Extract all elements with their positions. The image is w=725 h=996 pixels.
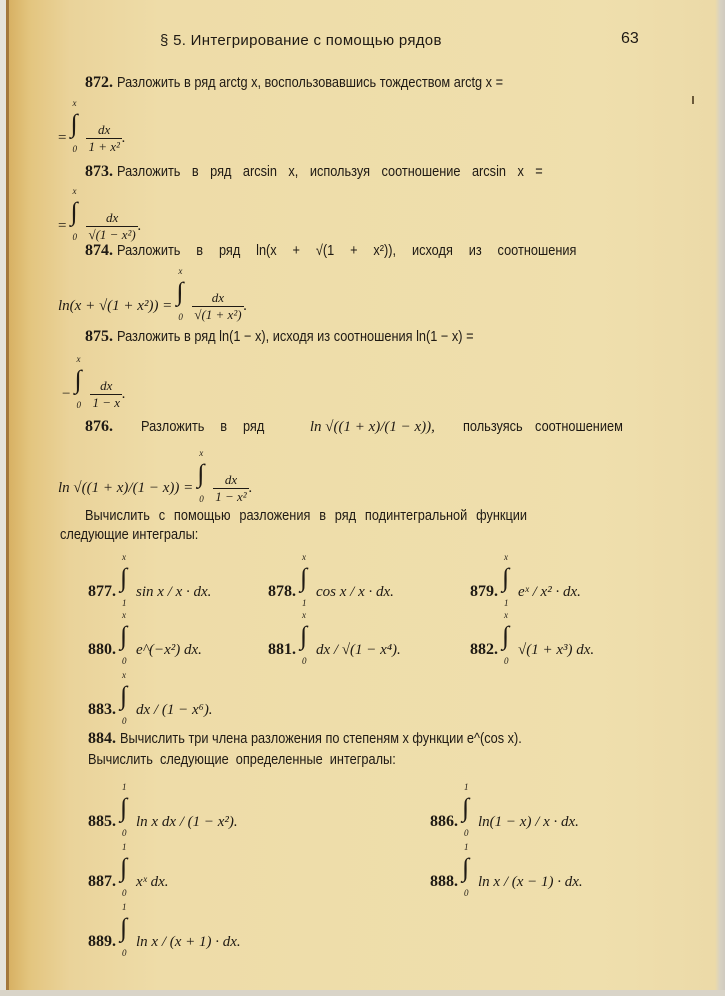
integral-878: 878. x ∫ 1 cos x / x · dx.	[268, 552, 394, 608]
integral-sign: x ∫ 0	[300, 610, 308, 666]
problem-876-formula: ln √((1 + x)/(1 − x)) = x ∫ 0 $\frac{dx}{\text{1 − x²}}$ .	[58, 448, 253, 504]
integral-sign: x ∫ 1	[502, 552, 510, 608]
fraction: $\frac{dx}{\text{1 − x²}}$	[215, 471, 247, 504]
integral-sign: x ∫ 0	[74, 354, 82, 410]
integral-sign: 1 ∫ 0	[120, 782, 128, 838]
integral-sign: x ∫ 0	[176, 266, 184, 322]
fraction: $\frac{dx}{1 - x}$	[92, 377, 121, 410]
integral-sign: x ∫ 0	[70, 98, 78, 154]
problem-872: 872. Разложить в ряд arctg x, воспользовавшись тождеством arctg x =	[85, 74, 504, 91]
problem-874-text: Разложить в ряд ln(x + √(1 + x²)), исходя из соотношения	[117, 243, 577, 259]
section-intro-2: Вычислить следующие определенные интегралы:	[88, 752, 396, 768]
integral-sign: x ∫ 0	[120, 610, 128, 666]
problem-875-text: Разложить в ряд ln(1 − x), исходя из соотношения ln(1 − x) =	[117, 329, 474, 345]
integral-sign: 1 ∫ 0	[462, 782, 470, 838]
integral-881: 881. x ∫ 0 dx / √(1 − x⁴).	[268, 610, 401, 666]
problem-872-formula: = x ∫ 0 $\frac{dx}{\text{1 + x²}}$ .	[58, 98, 126, 154]
integral-sign: x ∫ 0	[502, 610, 510, 666]
page-number: 63	[621, 30, 639, 47]
problem-874-formula: ln(x + √(1 + x²)) = x ∫ 0 $\frac{dx}{\text{√(1 + x²)}}$ .	[58, 266, 248, 322]
integral-sign: x ∫ 1	[300, 552, 308, 608]
section-intro-line-2: следующие интегралы:	[60, 527, 199, 543]
integral-sign: x ∫ 1	[120, 552, 128, 608]
fraction: $\frac{dx}{\text{1 + x²}}$	[88, 121, 120, 154]
integral-880: 880. x ∫ 0 e^(−x²) dx.	[88, 610, 202, 666]
integral-sign: 1 ∫ 0	[120, 902, 128, 958]
problem-875-formula: − x ∫ 0 $\frac{dx}{1 - x}$ .	[62, 354, 126, 410]
integral-877: 877. x ∫ 1 sin x / x · dx.	[88, 552, 212, 608]
problem-873-text: Разложить в ряд arcsin x, используя соотношение arcsin x =	[117, 164, 543, 180]
integral-883: 883. x ∫ 0 dx / (1 − x⁶).	[88, 670, 213, 726]
integral-889: 889. 1 ∫ 0 ln x / (x + 1) · dx.	[88, 902, 241, 958]
section-intro-line-1: Вычислить с помощью разложения в ряд подинтегральной функции	[85, 508, 528, 524]
problem-876-function: ln √((1 + x)/(1 − x)),	[309, 418, 435, 435]
integral-886: 886. 1 ∫ 0 ln(1 − x) / x · dx.	[430, 782, 579, 838]
fraction: $\frac{dx}{\text{√(1 + x²)}}$	[194, 289, 242, 322]
problem-876: 876. Разложить в ряд ln √((1 + x)/(1 − x)), пользуясь соотношением	[85, 418, 624, 435]
integral-sign: x ∫ 0	[120, 670, 128, 726]
integral-882: 882. x ∫ 0 √(1 + x³) dx.	[470, 610, 595, 666]
integral-sign: 1 ∫ 0	[120, 842, 128, 898]
integral-sign: 1 ∫ 0	[462, 842, 470, 898]
problem-873: 873. Разложить в ряд arcsin x, используя соотношение arcsin x =	[85, 163, 543, 180]
integral-888: 888. 1 ∫ 0 ln x / (x − 1) · dx.	[430, 842, 583, 898]
integral-887: 887. 1 ∫ 0 xˣ dx.	[88, 842, 169, 898]
problem-873-formula: = x ∫ 0 $\frac{dx}{\text{√(1 − x²)}}$ .	[58, 186, 142, 242]
fraction: $\frac{dx}{\text{√(1 − x²)}}$	[88, 209, 136, 242]
integral-885: 885. 1 ∫ 0 ln x dx / (1 − x²).	[88, 782, 238, 838]
problem-872-text: Разложить в ряд arctg x, воспользовавшись тождеством arctg x =	[117, 75, 504, 91]
integral-sign: x ∫ 0	[197, 448, 205, 504]
problem-875: 875. Разложить в ряд ln(1 − x), исходя из соотношения ln(1 − x) =	[85, 328, 474, 345]
problem-874: 874. Разложить в ряд ln(x + √(1 + x²)), исходя из соотношения	[85, 242, 577, 259]
integral-879: 879. x ∫ 1 eˣ / x² · dx.	[470, 552, 581, 608]
running-header: § 5. Интегрирование с помощью рядов	[160, 32, 442, 49]
integral-sign: x ∫ 0	[70, 186, 78, 242]
problem-884: 884. Вычислить три члена разложения по степеням x функции e^(cos x).	[88, 730, 522, 747]
